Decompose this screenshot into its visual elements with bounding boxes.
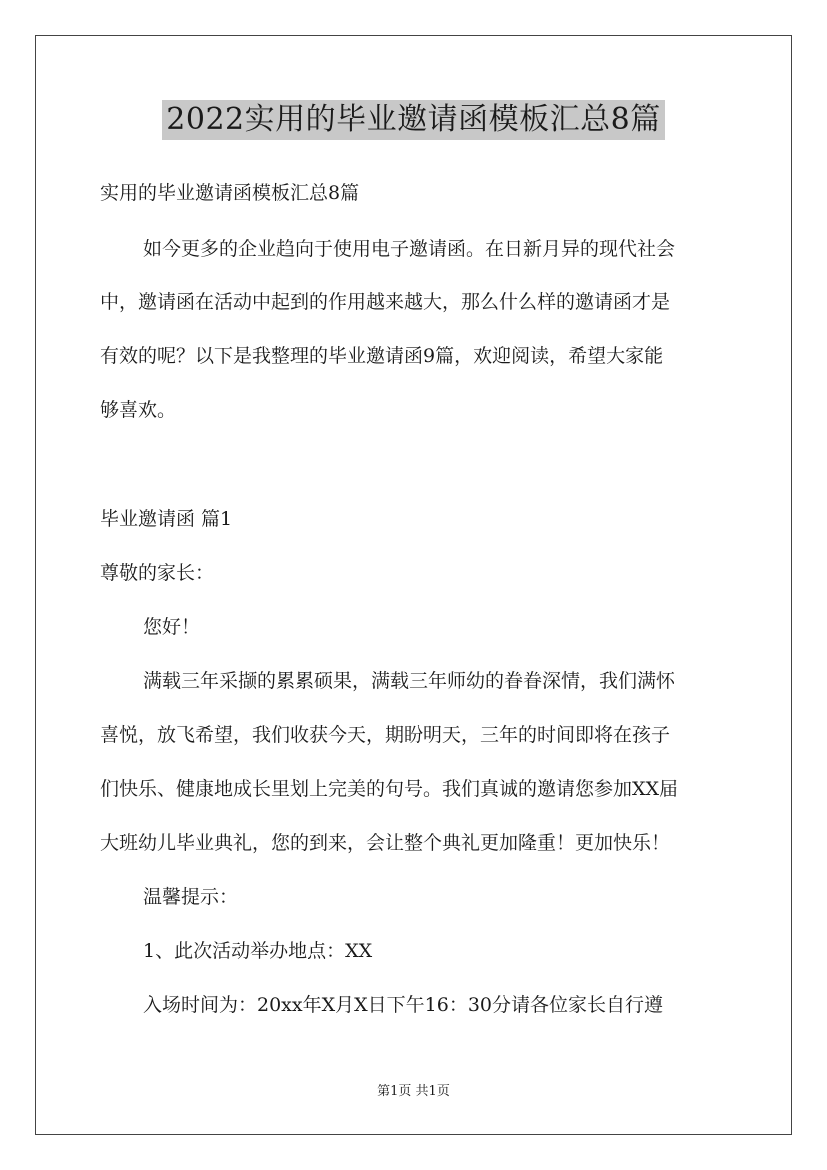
intro-line: 中，邀请函在活动中起到的作用越来越大，那么什么样的邀请函才是 [100,291,671,313]
document-title: 2022实用的毕业邀请函模板汇总8篇 [162,100,664,140]
page-footer: 第1页 共1页 [377,1084,450,1099]
body-line: 喜悦，放飞希望，我们收获今天，期盼明天，三年的时间即将在孩子 [100,724,671,746]
title-container [0,100,827,140]
intro-line: 有效的呢？以下是我整理的毕业邀请函9篇，欢迎阅读，希望大家能 [100,345,664,367]
body-line: 大班幼儿毕业典礼，您的到来，会让整个典礼更加隆重！更加快乐！ [100,832,671,854]
tip-time: 入场时间为：20xx年X月X日下午16：30分请各位家长自行遵 [143,994,664,1016]
body-line: 们快乐、健康地成长里划上完美的句号。我们真诚的邀请您参加XX届 [100,778,679,800]
tip-location: 1、此次活动举办地点：XX [143,940,373,962]
intro-line: 如今更多的企业趋向于使用电子邀请函。在日新月异的现代社会 [143,238,676,260]
salutation: 尊敬的家长： [100,562,215,584]
greeting: 您好！ [143,616,201,638]
document-subtitle: 实用的毕业邀请函模板汇总8篇 [100,182,360,204]
tips-label: 温馨提示： [143,886,239,908]
body-line: 满载三年采撷的累累硕果，满载三年师幼的眷眷深情，我们满怀 [143,670,676,692]
section-heading: 毕业邀请函 篇1 [100,508,233,530]
intro-line: 够喜欢。 [100,399,177,421]
